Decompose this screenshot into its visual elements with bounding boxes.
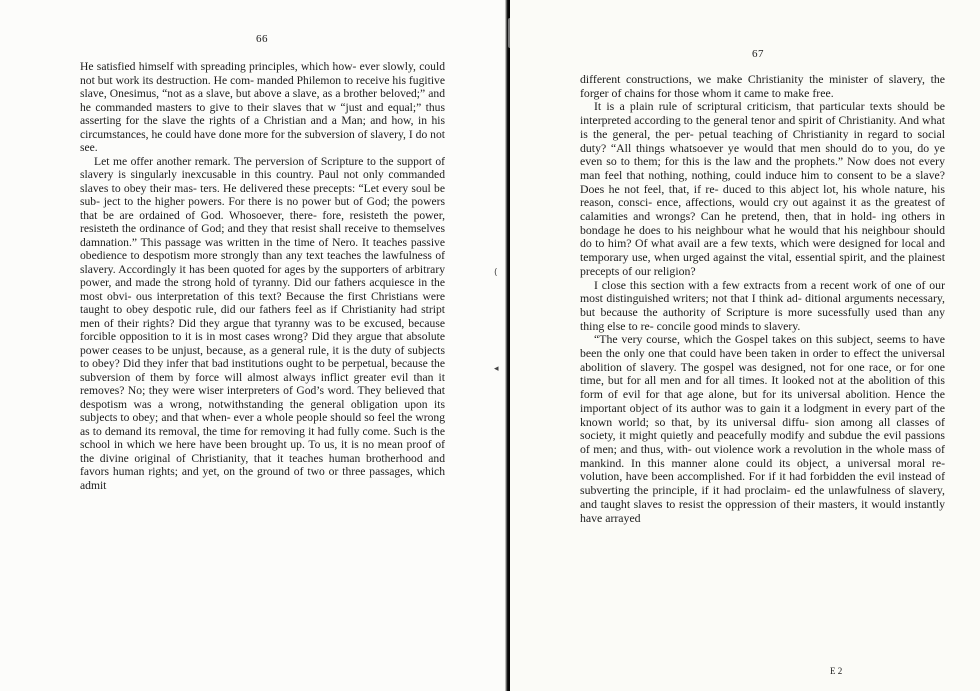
left-page-text: [80, 60, 445, 492]
right-paragraph-3: I close this section with a few extracts from a recent work of one of our most distinguished writers; not that I think ad- ditional arguments necessary, but because the authority of Scripture is more sucessfully used than any thing else to re- concile good minds to slavery.: [580, 277, 945, 333]
signature-mark: E 2: [830, 666, 843, 676]
right-page-number: 67: [752, 48, 764, 60]
margin-arrow-left-icon: ◂: [494, 364, 499, 374]
left-page-number: 66: [256, 33, 268, 45]
left-paragraph-2: Let me offer another remark. The perversion of Scripture to the support of slavery is singularly inexcusable in this country. Paul not only commanded slaves to obey their mas- ters. He delivered these precepts: “Let every soul be sub- ject to the higher powers. For there is no power but of God; the powers that be are ordained of God. Whosoever, there- fore, resisteth the power, resisteth the ordinance of God; and they that resist shall receive to themselves damnation.” This passage was written in the time of Nero. It teaches passive obedience to despotism more strongly than any text teaches the lawfulness of slavery. Accordingly it has been quoted for ages by the supporters of arbitrary power, and made the strong hold of tyranny. Did our fathers acquiesce in the most obvi- ous interpretation of this text? Because the first Christians were taught to obey despotic rule, did our fathers feel as if Christianity had stript men of their rights? Did they argue that tyranny was to be excused, because forcible opposition to it is in most cases wrong? Did they argue that absolute power ceases to be unjust, because, as a general rule, it is the duty of subjects to obey? Did they infer that bad institutions ought to be perpetual, because the subversion of them by force will almost always inflict greater evil than it removes? No; they were wiser interpreters of God’s word. They believed that despotism was a wrong, notwithstanding the general obligation upon its subjects to obey; and that when- ever a whole people should so feel the wrong as to demand its removal, the time for removing it had fully come. Such is the school in which we here have been brought up. To us, it is no mean proof of the divine original of Christianity, that it teaches human brotherhood and favors human rights; and yet, on the ground of two or three passages, which admit: [80, 154, 445, 492]
right-page: [510, 0, 980, 691]
left-paragraph-1: He satisfied himself with spreading principles, which how- ever slowly, could not but work its destruction. He com- manded Philemon to receive his fugitive slave, Onesimus, “not as a slave, but above a slave, as a brother beloved;” and he commanded masters to give to their slaves that w “just and equal;” thus asserting for the slave the rights of a Christian and a Man; and how, in his circumstances, he could have done more for the subversion of slavery, I do not see.: [80, 60, 445, 154]
right-paragraph-1: different constructions, we make Christianity the minister of slavery, the forger of chains for those whom it came to make free.: [580, 72, 945, 100]
right-paragraph-4: “The very course, which the Gospel takes on this subject, seems to have been the only one that could have been taken in order to effect the universal abolition of slavery. The gospel was designed, not for one race, or for one time, but for all men and for all times. It looked not at the abolition of this form of evil for that age alone, but for its universal abolition. Hence the important object of its author was to gain it a lodgment in every part of the known world; so that, by its universal diffu- sion among all classes of society, it might quietly and peacefully modify and subdue the evil passions of men; and thus, with- out violence work a revolution in the whole mass of mankind. In this manner alone could its object, a universal moral re- volution, have been accomplished. For if it had forbidden the evil instead of subverting the principle, if it had proclaim- ed the unlawfulness of slavery, and taught slaves to resist the oppression of their masters, it would instantly have arrayed: [580, 332, 945, 525]
right-page-text: [580, 73, 945, 525]
margin-bracket-mark: (: [494, 268, 498, 278]
right-paragraph-2: It is a plain rule of scriptural criticism, that particular texts should be interpreted according to the general tenor and spirit of Christianity. And what is the general, the per- petual teaching of Christianity in regard to social duty? “All things whatsoever ye would that men should do to you, do ye even so to them; for this is the law and the prophets.” Now does not every man feel that nothing, nothing, could induce him to consent to be a slave? Does he not feel, that, if re- duced to this abject lot, his whole nature, his reason, consci- ence, affections, would cry out against it as the greatest of calamities and wrongs? Can he pretend, then, that in hold- ing others in bondage he does to his neighbour what he would that his neighbour should do to him? Of what avail are a few texts, which were designed for local and temporary use, when urged against the vital, essential spirit, and the plainest precepts of our religion?: [580, 99, 945, 278]
